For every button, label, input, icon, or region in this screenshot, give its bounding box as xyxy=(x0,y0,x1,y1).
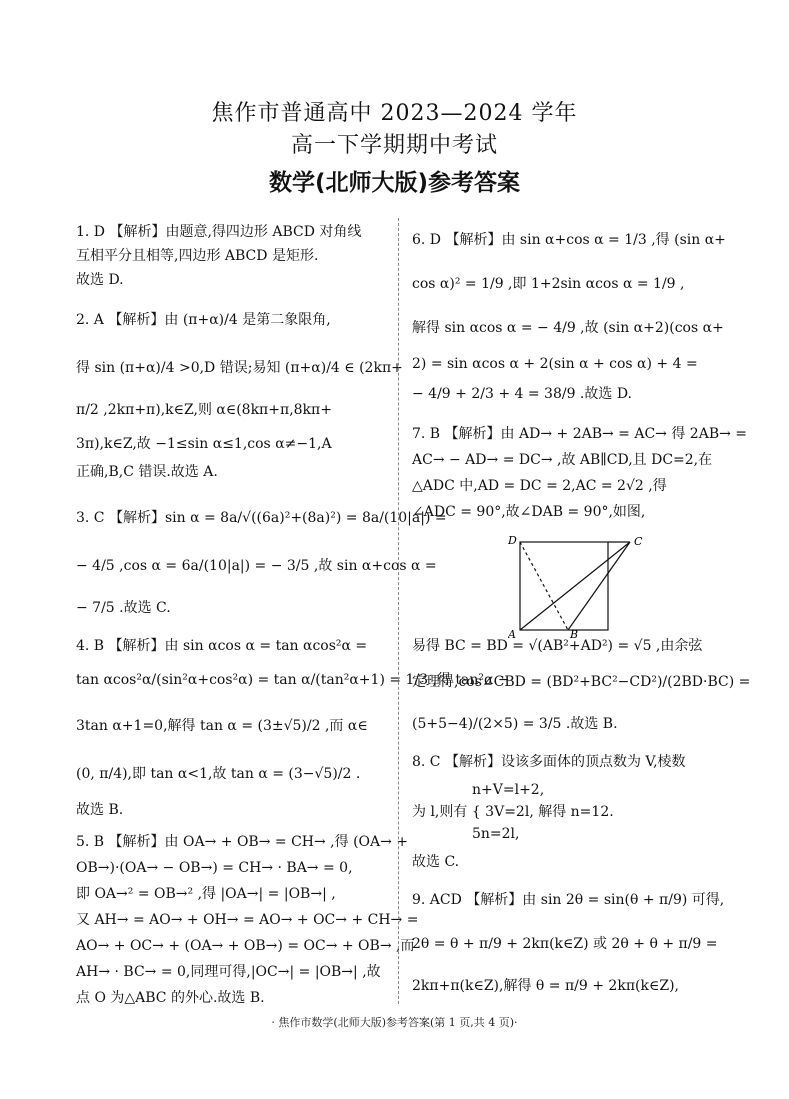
text-line: AO→ + OC→ + (OA→ + OB→) = OC→ + OB→ ,而 xyxy=(76,938,415,954)
text-line: π/2 ,2kπ+π),k∈Z,则 α∈(8kπ+π,8kπ+ xyxy=(76,402,332,418)
text-line: 定理得,cos∠CBD = (BD²+BC²−CD²)/(2BD·BC) = xyxy=(412,674,751,690)
text-line: 即 OA→² = OB→² ,得 |OA→| = |OB→| , xyxy=(76,886,336,902)
text-line: 解得 sin αcos α = − 4/9 ,故 (sin α+2)(cos α+ xyxy=(412,320,724,336)
text-line: 2. A 【解析】由 (π+α)/4 是第二象限角, xyxy=(76,312,331,328)
answer-key-title: 数学(北师大版)参考答案 xyxy=(268,170,521,196)
point-label-a: A xyxy=(508,628,516,641)
text-line: 又 AH→ = AO→ + OH→ = AO→ + OC→ + CH→ = xyxy=(76,912,419,928)
text-line: 5. B 【解析】由 OA→ + OB→ = CH→ ,得 (OA→ + xyxy=(76,834,409,850)
segment-db-dashed xyxy=(520,542,568,630)
text-line: 3. C 【解析】sin α = 8a/√((6a)²+(8a)²) = 8a/(10|a|) = xyxy=(76,510,447,526)
text-line: 故选 B. xyxy=(76,802,124,818)
text-line: 4. B 【解析】由 sin αcos α = tan αcos²α = xyxy=(76,638,368,654)
segment-ac xyxy=(520,542,630,630)
text-line: AH→ · BC→ = 0,同理可得,|OC→| = |OB→| ,故 xyxy=(76,964,381,980)
text-line: 2kπ+π(k∈Z),解得 θ = π/9 + 2kπ(k∈Z), xyxy=(412,978,679,994)
text-line: − 4/5 ,cos α = 6a/(10|a|) = − 3/5 ,故 sin α+cos α = xyxy=(76,558,437,574)
text-line: 1. D 【解析】由题意,得四边形 ABCD 对角线 xyxy=(76,224,362,240)
text-line: AC→ − AD→ = DC→ ,故 AB∥CD,且 DC=2,在 xyxy=(412,452,713,468)
text-line: − 7/5 .故选 C. xyxy=(76,600,171,616)
column-divider xyxy=(398,218,399,1004)
system-eq-3: 5n=2l, xyxy=(472,826,520,842)
exam-name: 高一下学期期中考试 xyxy=(290,133,498,158)
square-abcd-edge xyxy=(520,542,608,630)
text-line: 6. D 【解析】由 sin α+cos α = 1/3 ,得 (sin α+ xyxy=(412,232,726,248)
text-line: 3tan α+1=0,解得 tan α = (3±√5)/2 ,而 α∈ xyxy=(76,718,368,734)
segment-cb xyxy=(568,542,630,630)
system-eq-1: n+V=l+2, xyxy=(472,782,545,798)
text-line: 故选 C. xyxy=(412,854,460,870)
text-line: 2) = sin αcos α + 2(sin α + cos α) + 4 = xyxy=(412,356,698,372)
text-line: (0, π/4),即 tan α<1,故 tan α = (3−√5)/2 . xyxy=(76,766,361,782)
text-line: 2θ = θ + π/9 + 2kπ(k∈Z) 或 2θ + θ + π/9 = xyxy=(412,936,718,952)
text-line: 互相平分且相等,四边形 ABCD 是矩形. xyxy=(76,248,319,264)
text-line: 正确,B,C 错误.故选 A. xyxy=(76,464,218,480)
text-line: (5+5−4)/(2×5) = 3/5 .故选 B. xyxy=(412,716,618,732)
text-line: 8. C 【解析】设该多面体的顶点数为 V,棱数 xyxy=(412,754,686,770)
point-label-b: B xyxy=(570,628,579,641)
text-line: 易得 BC = BD = √(AB²+AD²) = √5 ,由余弦 xyxy=(412,638,703,654)
text-line: 7. B 【解析】由 AD→ + 2AB→ = AC→ 得 2AB→ = xyxy=(412,426,748,442)
page-footer: · 焦作市数学(北师大版)参考答案(第 1 页,共 4 页)· xyxy=(271,1016,518,1029)
text-line: 点 O 为△ABC 的外心.故选 B. xyxy=(76,990,265,1006)
text-line: 3π),k∈Z,故 −1≤sin α≤1,cos α≠−1,A xyxy=(76,436,332,452)
point-label-d: D xyxy=(508,534,517,547)
text-line: 故选 D. xyxy=(76,272,124,288)
text-line: − 4/9 + 2/3 + 4 = 38/9 .故选 D. xyxy=(412,386,633,402)
text-line: tan αcos²α/(sin²α+cos²α) = tan α/(tan²α+1) = 1/3 ,得 tan²α − xyxy=(76,672,510,688)
text-line: OB→)·(OA→ − OB→) = CH→ · BA→ = 0, xyxy=(76,860,353,876)
point-label-c: C xyxy=(634,535,643,548)
text-line: △ADC 中,AD = DC = 2,AC = 2√2 ,得 xyxy=(412,478,667,494)
text-line: ∠ADC = 90°,故∠DAB = 90°,如图, xyxy=(412,504,646,520)
text-line: cos α)² = 1/9 ,即 1+2sin αcos α = 1/9 , xyxy=(412,276,685,292)
trapezoid-figure xyxy=(508,532,658,642)
system-eq-lead: 为 l,则有 { 3V=2l, 解得 n=12. xyxy=(412,804,614,820)
text-line: 9. ACD 【解析】由 sin 2θ = sin(θ + π/9) 可得, xyxy=(412,892,725,908)
text-line: 得 sin (π+α)/4 >0,D 错误;易知 (π+α)/4 ∈ (2kπ+ xyxy=(76,360,403,376)
exam-school-year: 焦作市普通高中 2023—2024 学年 xyxy=(211,101,578,126)
